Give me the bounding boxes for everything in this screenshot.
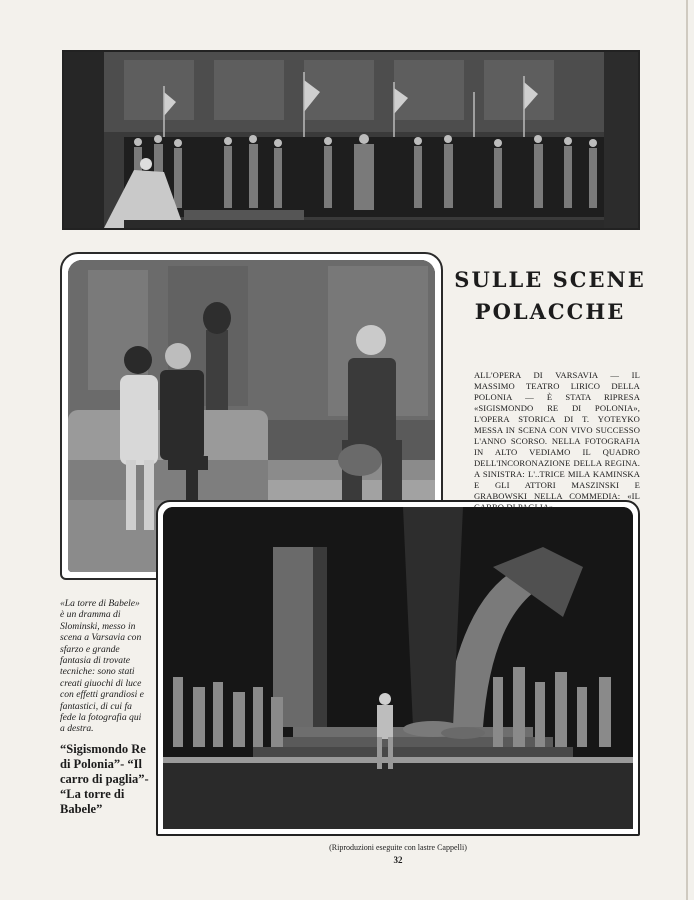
headline-line-2: POLACCHE: [474, 299, 626, 324]
photo-credit-footnote: (Riproduzioni eseguite con lastre Cappelli): [329, 843, 467, 852]
play-titles-quote: “Sigismondo Re di Polonia”- “Il carro di paglia”- “La torre di Babele”: [60, 742, 149, 816]
coronation-scene-image: [64, 52, 638, 228]
headline-line-1: SULLE SCENE: [454, 267, 646, 292]
babel-caption: «La torre di Babele» è un dramma di Slominski, messo in scena a Varsavia con sfarzo e grande fantasia di trovate tecniche: sono stati creati giuochi di luce con effetti grandiosi e fantastici, di cui fa fede la fotografia qui a destra.: [60, 598, 144, 735]
page-number: 32: [393, 855, 403, 865]
article-headline: [452, 264, 648, 328]
coronation-scene-photo: [62, 50, 640, 230]
page-edge: [686, 0, 688, 900]
torre-di-babele-image: [163, 507, 633, 829]
torre-di-babele-photo: [163, 507, 633, 829]
torre-di-babele-photo-frame: [156, 500, 640, 836]
main-caption: ALL'OPERA DI VARSAVIA — IL MASSIMO TEATRO LIRICO DELLA POLONIA — È STATA RIPRESA «SIGISMONDO RE DI POLONIA», L'OPERA STORICA DI T. YOTEYKO MESSA IN SCENA CON VIVO SUCCESSO L'ANNO SCORSO. NELLA FOTOGRAFIA IN ALTO VEDIAMO IL QUADRO DELL'INCORONAZIONE DELLA REGINA. A SINISTRA: L'..TRICE MILA KAMINSKA E GLI ATTORI MASZINSKI E GRABOWSKI NELLA COMMEDIA: «IL CARRO DI PAGLIA».: [474, 370, 640, 512]
